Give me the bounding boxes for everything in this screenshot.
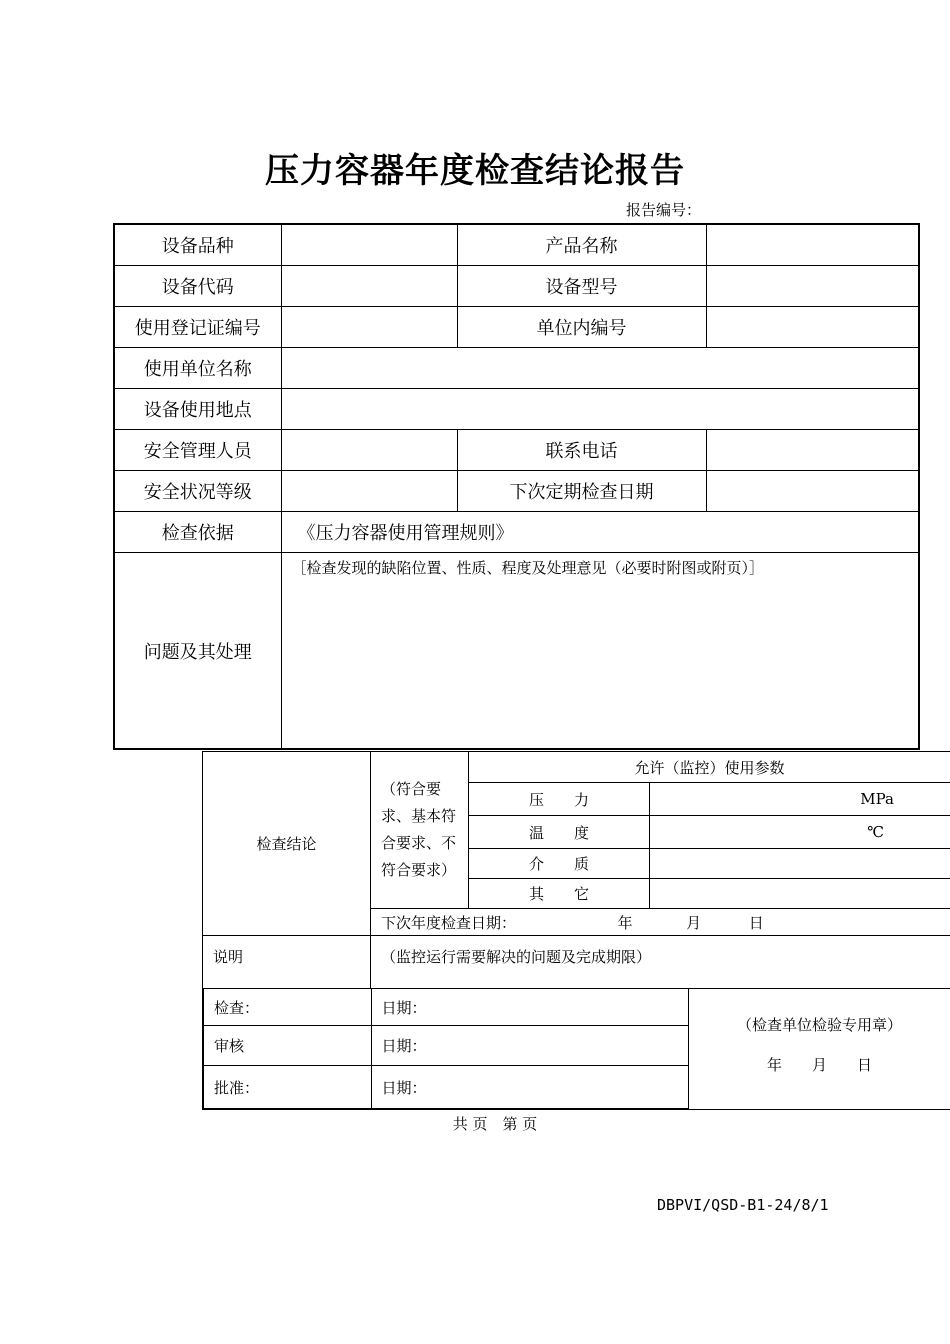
- table-row: [114, 389, 919, 430]
- equipment-type-field[interactable]: [281, 224, 457, 266]
- safety-grade-label: 安全状况等级: [114, 471, 281, 512]
- issues-field[interactable]: [281, 553, 919, 750]
- equipment-model-label: 设备型号: [457, 266, 706, 307]
- seal-date: 年 月 日: [766, 1056, 872, 1074]
- page-title: 压力容器年度检查结论报告: [265, 151, 685, 191]
- next-periodic-date-label: 下次定期检查日期: [457, 471, 706, 512]
- user-unit-label: 使用单位名称: [114, 348, 281, 389]
- location-field[interactable]: [281, 389, 919, 430]
- remark-hint: （监控运行需要解决的问题及完成期限）: [381, 948, 652, 966]
- issues-hint: ［检查发现的缺陷位置、性质、程度及处理意见（必要时附图或附页）］: [291, 559, 765, 577]
- pressure-field[interactable]: [650, 783, 950, 816]
- page-count: 共 页 第 页: [452, 1115, 538, 1133]
- report-number-label: 报告编号：: [626, 201, 702, 219]
- check-date-label[interactable]: 日期：: [371, 989, 688, 1026]
- safety-manager-field[interactable]: [281, 430, 457, 471]
- equipment-code-label: 设备代码: [114, 266, 281, 307]
- safety-manager-label: 安全管理人员: [114, 430, 281, 471]
- approve-label: 批准：: [203, 1066, 371, 1110]
- basis-label: 检查依据: [114, 512, 281, 553]
- table-row: [114, 224, 919, 266]
- equipment-type-label: 设备品种: [114, 224, 281, 266]
- pressure-label: 压 力: [469, 783, 650, 816]
- seal-area: [688, 989, 950, 1110]
- other-label: 其 它: [469, 879, 650, 909]
- next-periodic-date-field[interactable]: [706, 471, 919, 512]
- conclusion-options-hint: （符合要求、基本符合要求、不符合要求）: [371, 752, 469, 909]
- table-row: [114, 471, 919, 512]
- medium-label: 介 质: [469, 849, 650, 879]
- basis-value: 《压力容器使用管理规则》: [281, 512, 919, 553]
- day-label: 日: [748, 913, 764, 932]
- next-annual-date-label: 下次年度检查日期：: [381, 913, 517, 932]
- table-row: [114, 430, 919, 471]
- year-label: 年: [617, 913, 633, 932]
- conclusion-table: [202, 751, 950, 989]
- remark-label: 说明: [203, 936, 371, 989]
- review-label: 审核: [203, 1026, 371, 1066]
- equipment-info-table: [113, 223, 920, 750]
- temperature-label: 温 度: [469, 816, 650, 849]
- registration-no-field[interactable]: [281, 307, 457, 348]
- equipment-code-field[interactable]: [281, 266, 457, 307]
- approve-date-label[interactable]: 日期：: [371, 1066, 688, 1110]
- month-label: 月: [686, 913, 702, 932]
- pressure-unit: MPa: [860, 790, 895, 808]
- internal-no-field[interactable]: [706, 307, 919, 348]
- internal-no-label: 单位内编号: [457, 307, 706, 348]
- registration-no-label: 使用登记证编号: [114, 307, 281, 348]
- check-label: 检查：: [203, 989, 371, 1026]
- signoff-table: [202, 988, 950, 1110]
- medium-field[interactable]: [650, 849, 950, 879]
- params-title: 允许（监控）使用参数: [469, 752, 950, 783]
- conclusion-label: 检查结论: [203, 752, 371, 936]
- review-date-label[interactable]: 日期：: [371, 1026, 688, 1066]
- equipment-model-field[interactable]: [706, 266, 919, 307]
- temperature-field[interactable]: [650, 816, 950, 849]
- safety-grade-field[interactable]: [281, 471, 457, 512]
- table-row: [114, 553, 919, 750]
- location-label: 设备使用地点: [114, 389, 281, 430]
- user-unit-field[interactable]: [281, 348, 919, 389]
- next-annual-date-row[interactable]: [371, 909, 950, 936]
- table-row: [114, 512, 919, 553]
- product-name-field[interactable]: [706, 224, 919, 266]
- document-code: DBPVI/QSD-B1-24/8/1: [657, 1196, 829, 1214]
- table-row: [114, 348, 919, 389]
- seal-label: （检查单位检验专用章）: [736, 1016, 902, 1034]
- table-row: [114, 307, 919, 348]
- phone-field[interactable]: [706, 430, 919, 471]
- temperature-unit: ℃: [867, 823, 885, 841]
- issues-label: 问题及其处理: [114, 553, 281, 750]
- product-name-label: 产品名称: [457, 224, 706, 266]
- remark-field[interactable]: [371, 936, 950, 989]
- table-row: [114, 266, 919, 307]
- other-field[interactable]: [650, 879, 950, 909]
- phone-label: 联系电话: [457, 430, 706, 471]
